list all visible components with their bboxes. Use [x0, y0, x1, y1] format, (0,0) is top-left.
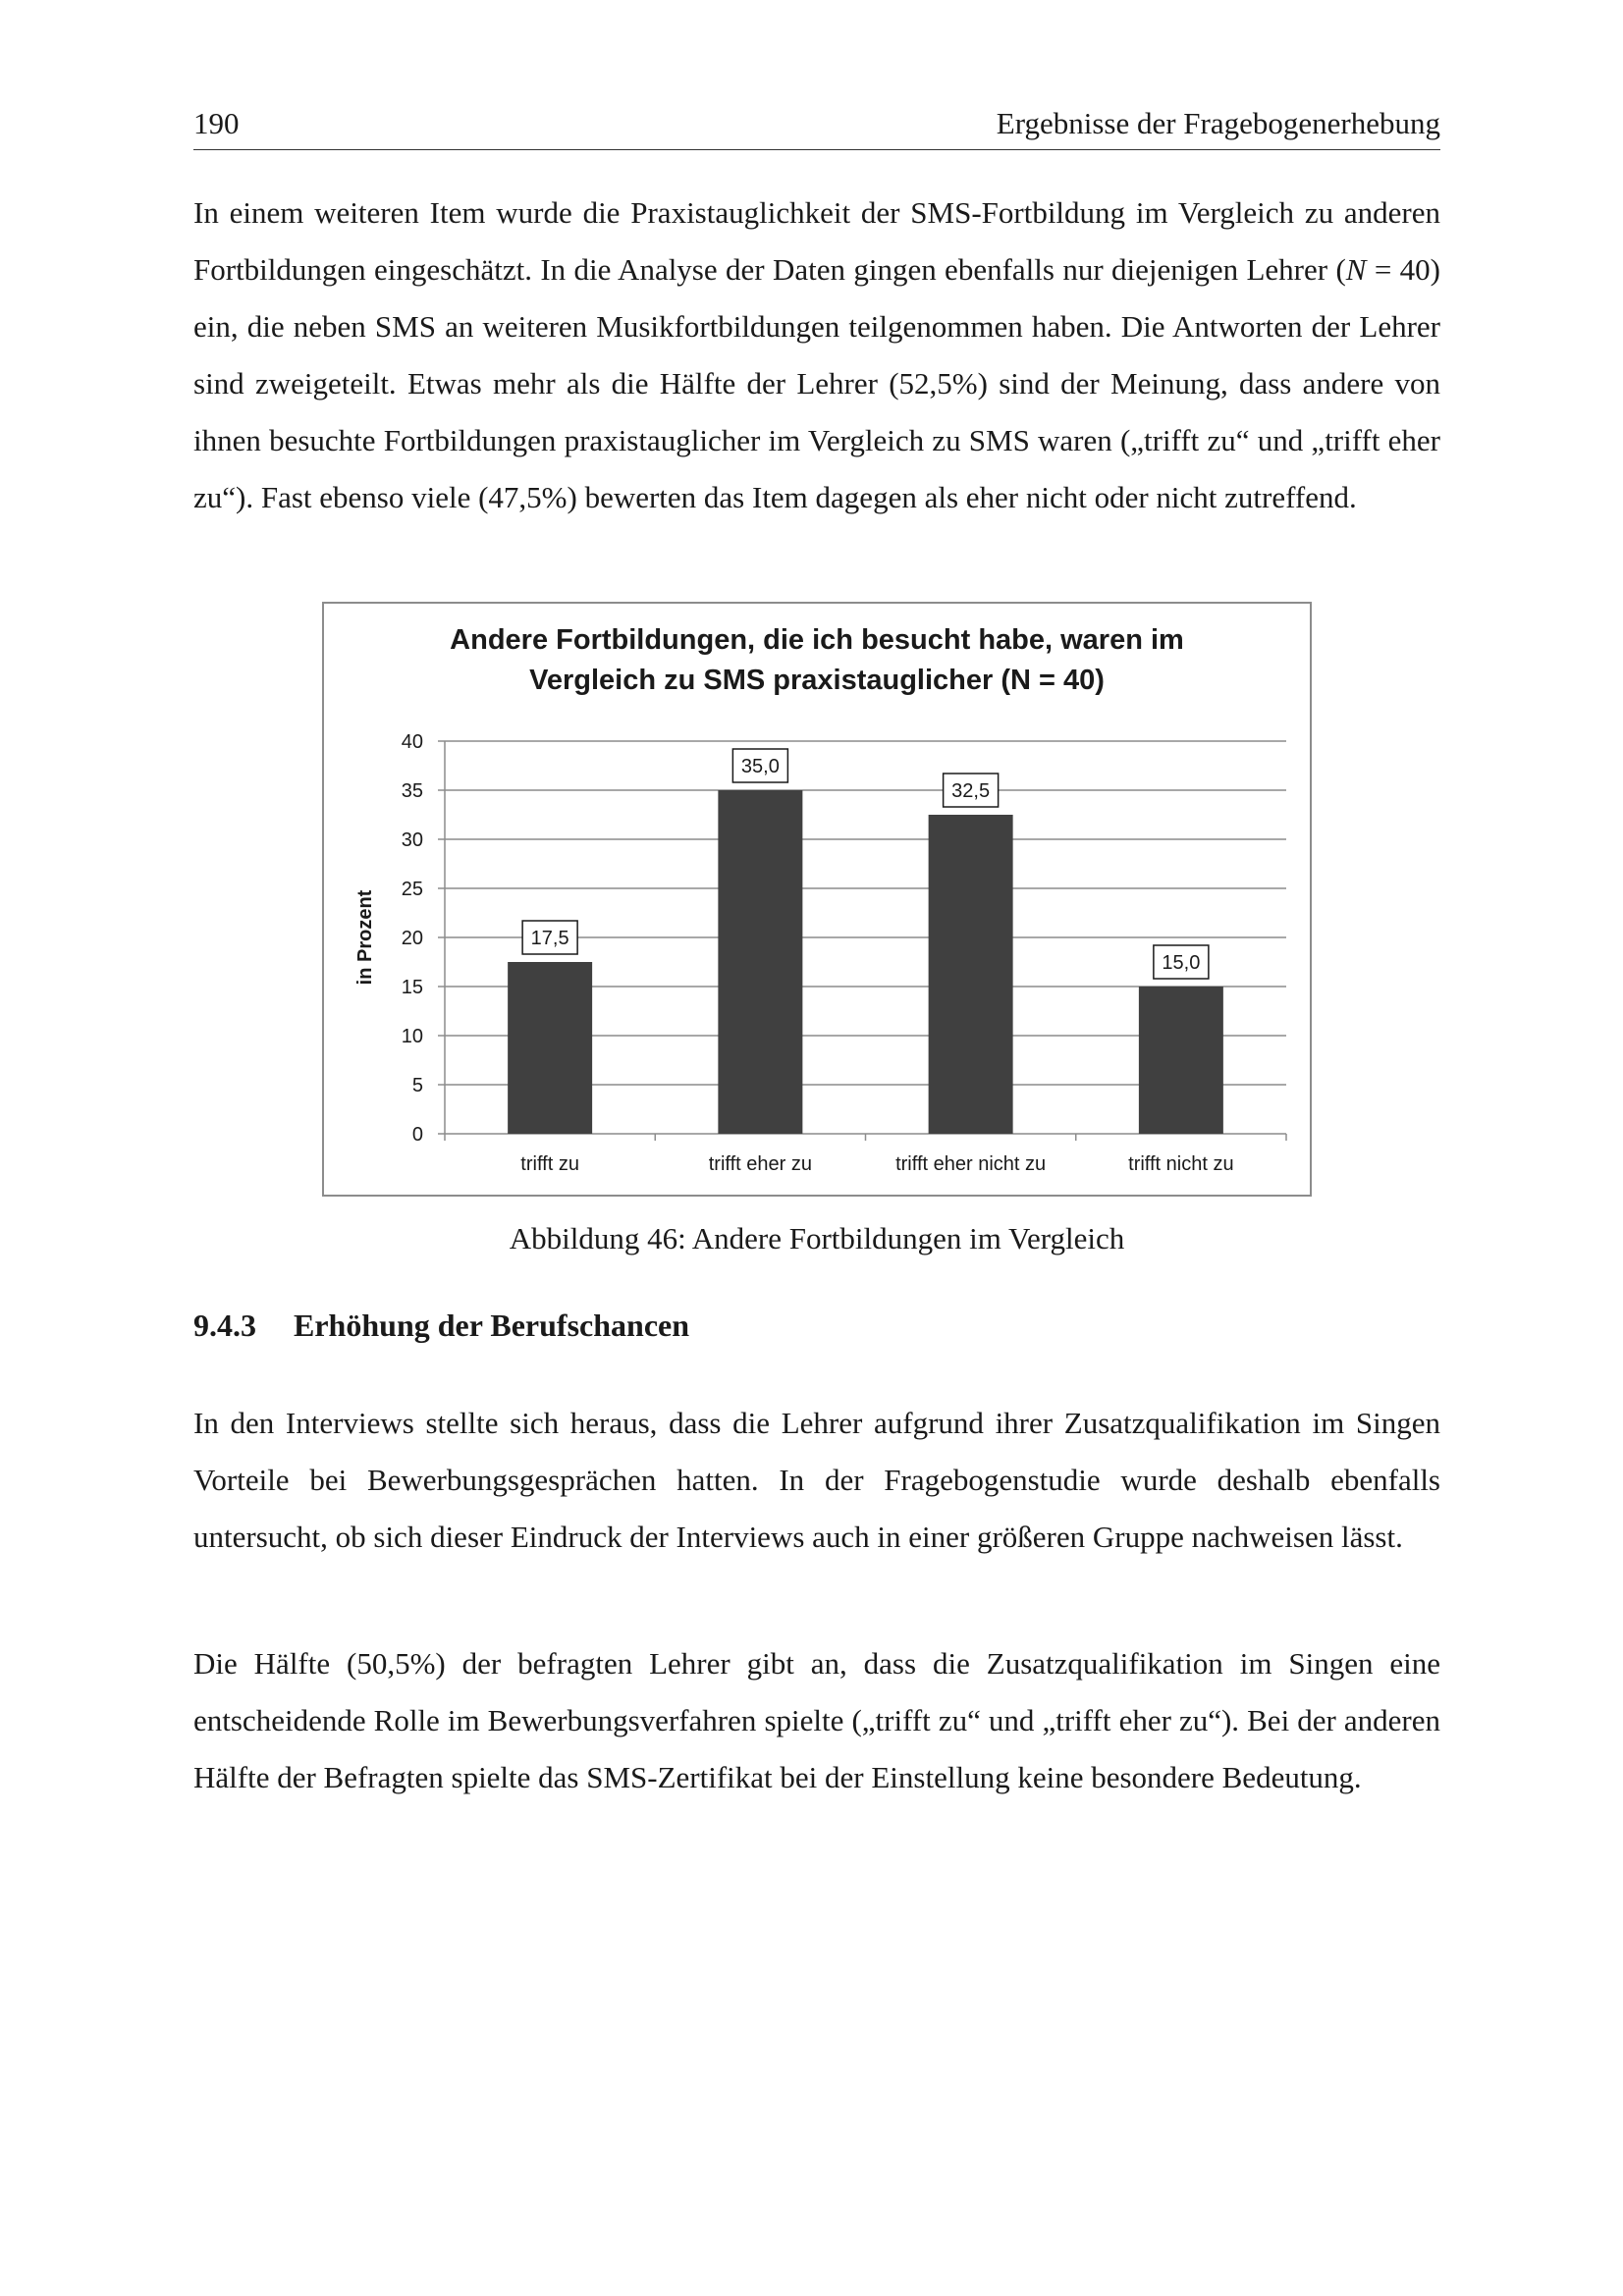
data-label: 15,0 — [1162, 952, 1201, 974]
data-label: 17,5 — [530, 928, 569, 949]
paragraph-results — [193, 1635, 1440, 1806]
y-tick-label: 0 — [411, 1124, 423, 1146]
chart-title-line2: Vergleich zu SMS praxistauglicher (N = 40) — [529, 665, 1105, 696]
y-tick-label: 5 — [411, 1075, 423, 1096]
chart-canvas — [324, 604, 1310, 1195]
section-number: 9.4.3 — [193, 1308, 256, 1343]
y-tick-label: 10 — [401, 1026, 423, 1047]
bar — [508, 962, 592, 1134]
running-header — [193, 106, 1440, 150]
plot-area — [402, 731, 1286, 1175]
y-tick-label: 40 — [401, 731, 423, 753]
bar — [929, 815, 1013, 1134]
bar-chart — [322, 602, 1312, 1197]
running-title: Ergebnisse der Fragebogenerhebung — [996, 106, 1440, 140]
y-tick-label: 20 — [401, 928, 423, 949]
paragraph-intro — [193, 185, 1440, 526]
paragraph-results-text: Die Hälfte (50,5%) der befragten Lehrer gibt an, dass die Zusatzqualifikation im Singen eine entscheidende Rolle im Bewerbungsverfahren spielte („trifft zu“ und „trifft eher zu“). Bei der anderen Hälfte der Befragten spielte das SMS-Zertifikat bei der Einstellung keine besondere Bedeutung. — [193, 1646, 1440, 1794]
y-tick-label: 15 — [401, 977, 423, 998]
y-tick-label: 25 — [401, 879, 423, 900]
chart-y-axis-label: in Prozent — [354, 889, 376, 986]
data-label: 35,0 — [740, 756, 780, 777]
y-tick-label: 35 — [401, 780, 423, 802]
section-heading — [193, 1308, 689, 1344]
section-title: Erhöhung der Berufschancen — [294, 1308, 690, 1343]
n-symbol: N — [1345, 252, 1367, 287]
x-tick-label: trifft zu — [520, 1153, 579, 1175]
y-tick-label: 30 — [401, 829, 423, 851]
paragraph-interviews — [193, 1395, 1440, 1566]
figure-caption: Abbildung 46: Andere Fortbildungen im Vergleich — [509, 1221, 1125, 1255]
bar — [718, 790, 802, 1134]
x-tick-label: trifft nicht zu — [1128, 1153, 1234, 1175]
bar — [1139, 987, 1223, 1134]
x-tick-label: trifft eher zu — [708, 1153, 812, 1175]
paragraph-intro-part2: = 40) ein, die neben SMS an weiteren Musikfortbildungen teilgenommen haben. Die Antworten der Lehrer sind zweigeteilt. Etwas mehr als die Hälfte der Lehrer (52,5%) sind der Meinung, dass andere von ihnen besuchte Fortbildungen praxistauglicher im Vergleich zu SMS waren („trifft zu“ und „trifft eher zu“). Fast ebenso viele (47,5%) bewerten das Item dagegen als eher nicht oder nicht zutreffend. — [193, 252, 1441, 514]
x-tick-label: trifft eher nicht zu — [895, 1153, 1047, 1175]
paragraph-intro-part1: In einem weiteren Item wurde die Praxistauglichkeit der SMS-Fortbildung im Vergleich zu anderen Fortbildungen eingeschätzt. In die Analyse der Daten gingen ebenfalls nur diejenigen Lehrer ( — [193, 195, 1440, 287]
data-label: 32,5 — [951, 780, 991, 802]
chart-title-line1: Andere Fortbildungen, die ich besucht habe, waren im — [450, 624, 1184, 656]
page-number: 190 — [193, 106, 240, 140]
paragraph-interviews-text: In den Interviews stellte sich heraus, dass die Lehrer aufgrund ihrer Zusatzqualifikation im Singen Vorteile bei Bewerbungsgesprächen hatten. In der Fragebogenstudie wurde deshalb ebenfalls untersucht, ob sich dieser Eindruck der Interviews auch in einer größeren Gruppe nachweisen lässt. — [193, 1406, 1440, 1554]
